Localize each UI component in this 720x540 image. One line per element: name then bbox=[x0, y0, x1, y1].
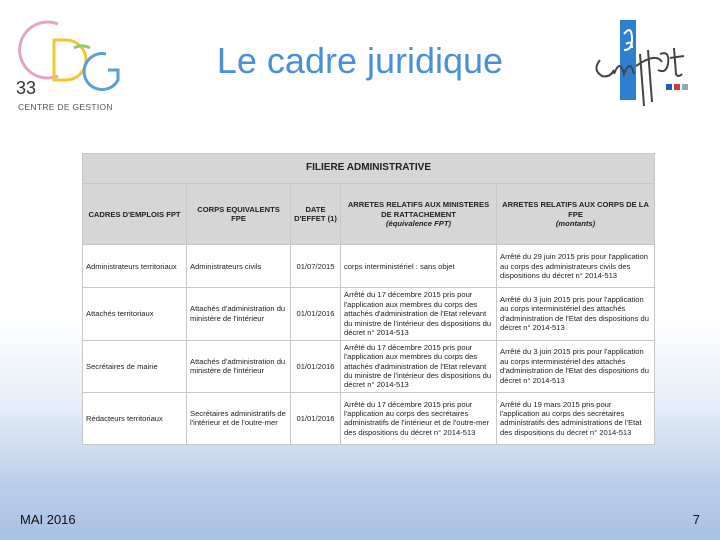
filiere-table bbox=[82, 153, 655, 445]
cdg33-logo bbox=[14, 14, 134, 114]
page-title: Le cadre juridique bbox=[216, 40, 504, 81]
header-date: DATE D'EFFET (1) bbox=[291, 184, 341, 245]
cnfpt-logo bbox=[590, 14, 710, 114]
header-arretes-fpe: ARRETES RELATIFS AUX CORPS DE LA FPE (montants) bbox=[497, 184, 655, 245]
table-title: FILIERE ADMINISTRATIVE bbox=[83, 154, 655, 184]
table-row bbox=[83, 340, 655, 392]
cell-date: 01/01/2016 bbox=[291, 340, 341, 392]
cell-arrete-fpe: Arrêté du 3 juin 2015 pris pour l'application au corps interministériel des attachés d'administration de l'Etat des dispositions du décret n° 2014-513 bbox=[497, 340, 655, 392]
cell-arrete-fpe: Arrêté du 3 juin 2015 pris pour l'application au corps interministériel des attachés d'administration de l'Etat des dispositions du décret n° 2014-513 bbox=[497, 288, 655, 340]
cell-arrete-min: Arrêté du 17 décembre 2015 pris pour l'application aux membres du corps des attachés d'administration de l'Etat relevant du ministre de l'intérieur des dispositions du décret n° 2014-513 bbox=[341, 288, 497, 340]
cell-date: 01/01/2016 bbox=[291, 288, 341, 340]
header-arretes-min: ARRETES RELATIFS AUX MINISTERES DE RATTACHEMENT (équivalence FPT) bbox=[341, 184, 497, 245]
cell-arrete-min: Arrêté du 17 décembre 2015 pris pour l'application aux membres du corps des attachés d'administration de l'Etat relevant du ministre de l'intérieur des dispositions du décret n° 2014-513 bbox=[341, 340, 497, 392]
page-number: 7 bbox=[692, 512, 700, 527]
cdg33-logo-graphic bbox=[14, 14, 134, 114]
header-arretes-min-sub: (équivalence FPT) bbox=[386, 219, 451, 229]
header-arretes-fpe-sub: (montants) bbox=[555, 219, 596, 229]
header-corps: CORPS EQUIVALENTS FPE bbox=[187, 184, 291, 245]
cell-cadre: Attachés territoriaux bbox=[83, 288, 187, 340]
cell-cadre: Rédacteurs territoriaux bbox=[83, 392, 187, 444]
table-header-row bbox=[83, 184, 655, 245]
cell-cadre: Administrateurs territoriaux bbox=[83, 245, 187, 288]
cnfpt-logo-graphic bbox=[590, 14, 710, 114]
cdg-number: 33 bbox=[16, 78, 37, 98]
cell-arrete-min: Arrêté du 17 décembre 2015 pris pour l'application au corps des secrétaires administratifs de l'intérieur et de l'outre-mer des dispositions du décret n° 2014-513 bbox=[341, 392, 497, 444]
cell-cadre: Secrétaires de mairie bbox=[83, 340, 187, 392]
table-row bbox=[83, 288, 655, 340]
cell-arrete-fpe: Arrêté du 19 mars 2015 pris pour l'application au corps des secrétaires administratifs des administrations de l'Etat des dispositions du décret n° 2014-513 bbox=[497, 392, 655, 444]
table-row bbox=[83, 392, 655, 444]
cell-corps: Secrétaires administratifs de l'intérieur et de l'outre-mer bbox=[187, 392, 291, 444]
footer-date: MAI 2016 bbox=[20, 512, 76, 527]
cell-corps: Attachés d'administration du ministère de l'intérieur bbox=[187, 288, 291, 340]
header-cadres: CADRES D'EMPLOIS FPT bbox=[83, 184, 187, 245]
cell-corps: Attachés d'administration du ministère de l'intérieur bbox=[187, 340, 291, 392]
cdg-caption: CENTRE DE GESTION bbox=[18, 102, 113, 112]
cell-arrete-min: corps interministériel : sans objet bbox=[341, 245, 497, 288]
cell-date: 01/07/2015 bbox=[291, 245, 341, 288]
cell-corps: Administrateurs civils bbox=[187, 245, 291, 288]
cell-date: 01/01/2016 bbox=[291, 392, 341, 444]
table-row bbox=[83, 245, 655, 288]
cell-arrete-fpe: Arrêté du 29 juin 2015 pris pour l'application au corps des administrateurs civils des dispositions du décret n° 2014-513 bbox=[497, 245, 655, 288]
